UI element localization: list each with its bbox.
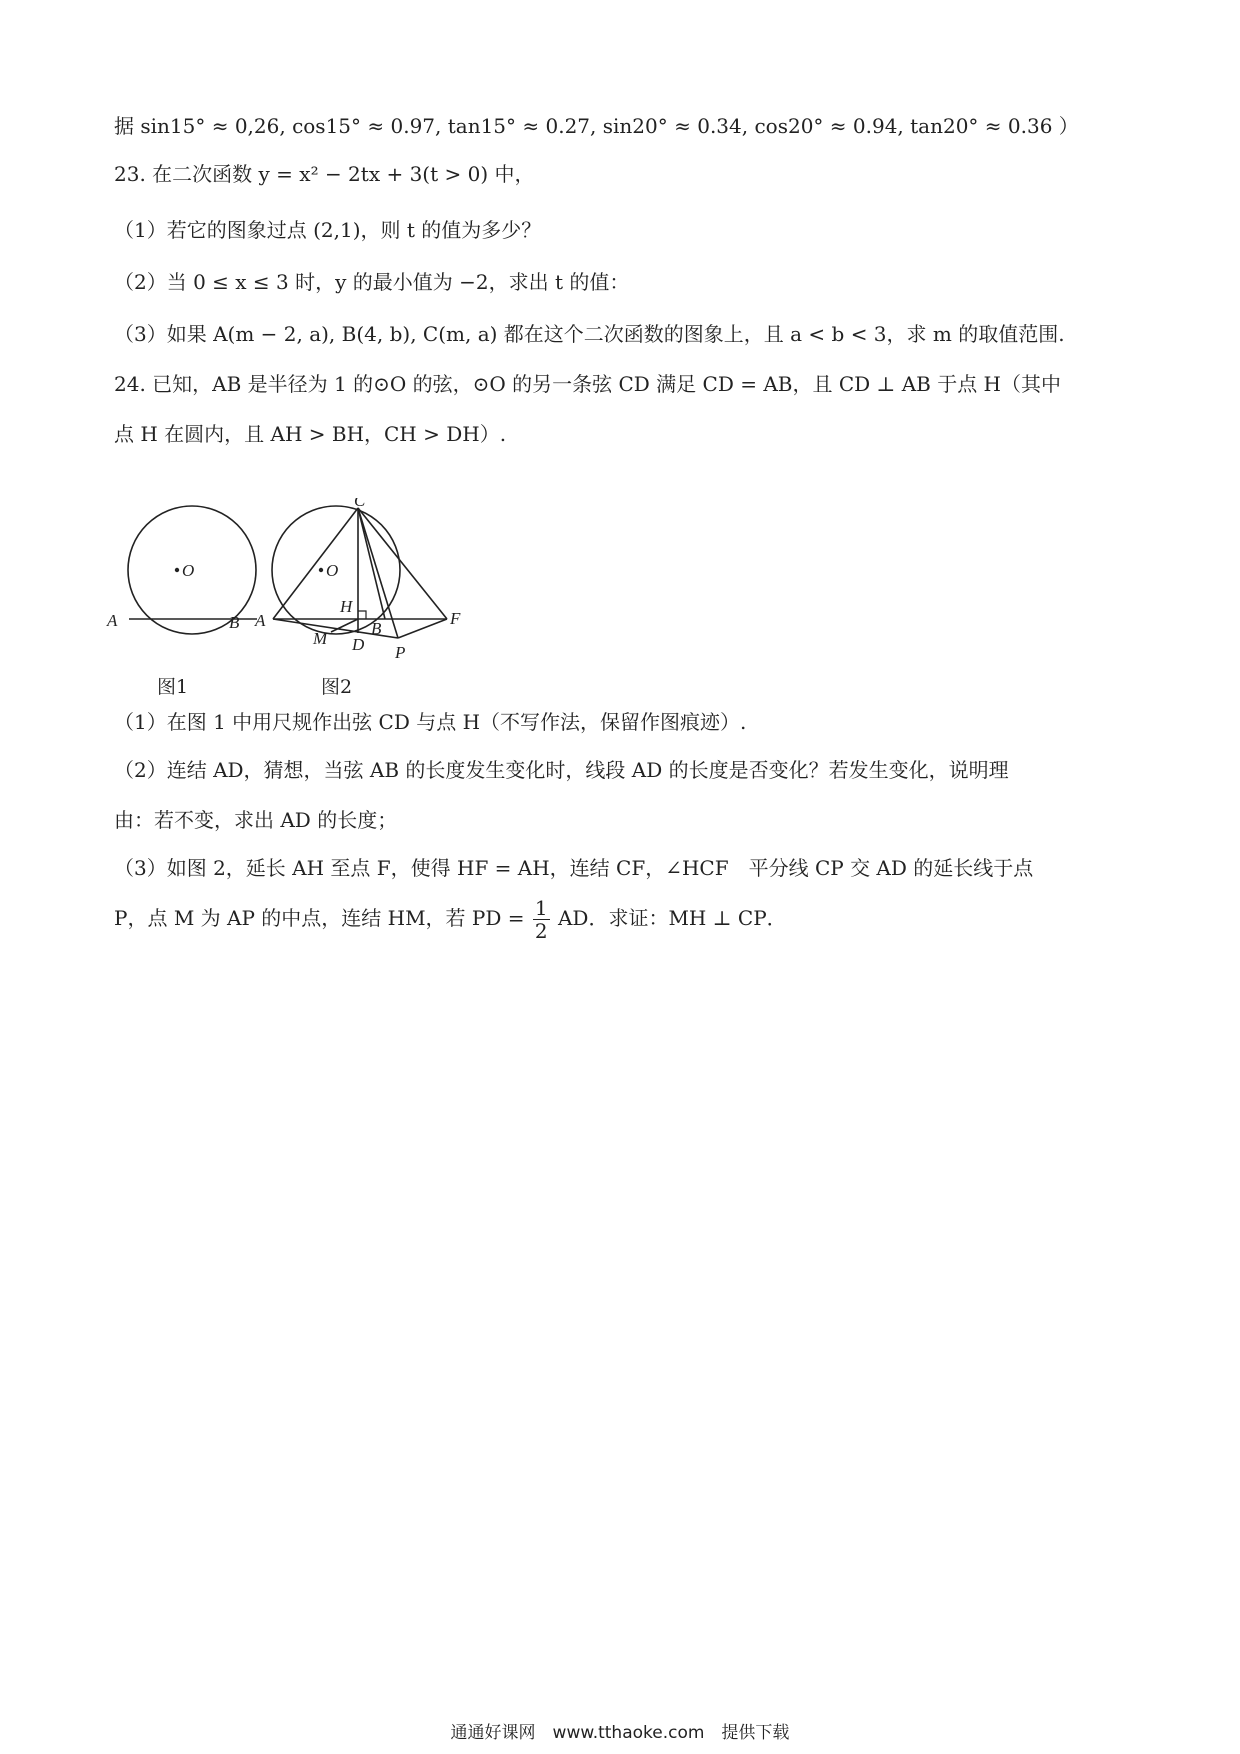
q24-part1: （1）在图 1 中用尺规作出弦 CD 与点 H（不写作法，保留作图痕迹）. xyxy=(114,710,747,734)
fig1-caption: 图1 xyxy=(157,676,189,698)
q24-part3-line1: （3）如图 2，延长 AH 至点 F，使得 HF = AH，连结 CF，∠HCF 平分线 CP 交 AD 的延长线于点 xyxy=(114,856,1034,880)
fig2-caption: 图2 xyxy=(321,676,353,698)
q24-part3-text-b: AD．求证：MH ⊥ CP． xyxy=(557,906,787,930)
page-footer: 通通好课网 www.tthaoke.com 提供下载 xyxy=(450,1723,790,1743)
fig2-label-m: M xyxy=(313,629,328,648)
fig2-label-o: O xyxy=(326,561,339,580)
fig1-center-dot xyxy=(175,568,179,572)
fig2-line-pf xyxy=(398,619,447,638)
fig2-label-h: H xyxy=(340,597,353,616)
q24-stem-line2: 点 H 在圆内，且 AH > BH，CH > DH）. xyxy=(114,422,507,446)
q24-part2-line2: 由：若不变，求出 AD 的长度； xyxy=(114,808,398,832)
fig1-label-b: B xyxy=(229,613,240,632)
geometry-figures xyxy=(105,498,545,668)
fig2-label-b: B xyxy=(371,619,382,638)
q23-part3: （3）如果 A(m − 2, a), B(4, b), C(m, a) 都在这个二次函数的图象上，且 a < b < 3，求 m 的取值范围. xyxy=(114,322,1065,346)
q24-part3-line2 xyxy=(114,896,787,942)
hint-trig-values: 据 sin15° ≈ 0,26, cos15° ≈ 0.97, tan15° ≈ 0.27, sin20° ≈ 0.34, cos20° ≈ 0.94, tan20° ≈ 0.36 ） xyxy=(114,114,1079,138)
fig2-label-f: F xyxy=(450,609,461,628)
q23-stem: 23. 在二次函数 y = x² − 2tx + 3(t > 0) 中， xyxy=(114,162,535,186)
q24-part2-line1: （2）连结 AD，猜想，当弦 AB 的长度发生变化时，线段 AD 的长度是否变化？若发生变化，说明理 xyxy=(114,758,1009,782)
fig2-label-p: P xyxy=(395,643,406,662)
fraction-one-half xyxy=(533,897,550,942)
fig1-label-o: O xyxy=(182,561,195,580)
q24-figures xyxy=(105,498,545,698)
fig2-center-dot xyxy=(319,568,323,572)
fig2-right-angle xyxy=(358,611,366,619)
fig2-label-d: D xyxy=(352,635,365,654)
fig1-label-a: A xyxy=(107,611,118,630)
fraction-denominator: 2 xyxy=(534,919,548,943)
fig2-label-a: A xyxy=(255,611,266,630)
q24-part3-text-a: P，点 M 为 AP 的中点，连结 HM，若 PD = xyxy=(114,906,525,930)
fig2-label-c: C xyxy=(354,498,366,510)
fraction-numerator: 1 xyxy=(534,896,548,920)
q24-stem-line1: 24. 已知，AB 是半径为 1 的⊙O 的弦，⊙O 的另一条弦 CD 满足 CD = AB，且 CD ⊥ AB 于点 H（其中 xyxy=(114,372,1062,396)
q23-part2: （2）当 0 ≤ x ≤ 3 时，y 的最小值为 −2，求出 t 的值： xyxy=(114,270,630,294)
q23-part1: （1）若它的图象过点 (2,1)，则 t 的值为多少？ xyxy=(114,218,542,242)
